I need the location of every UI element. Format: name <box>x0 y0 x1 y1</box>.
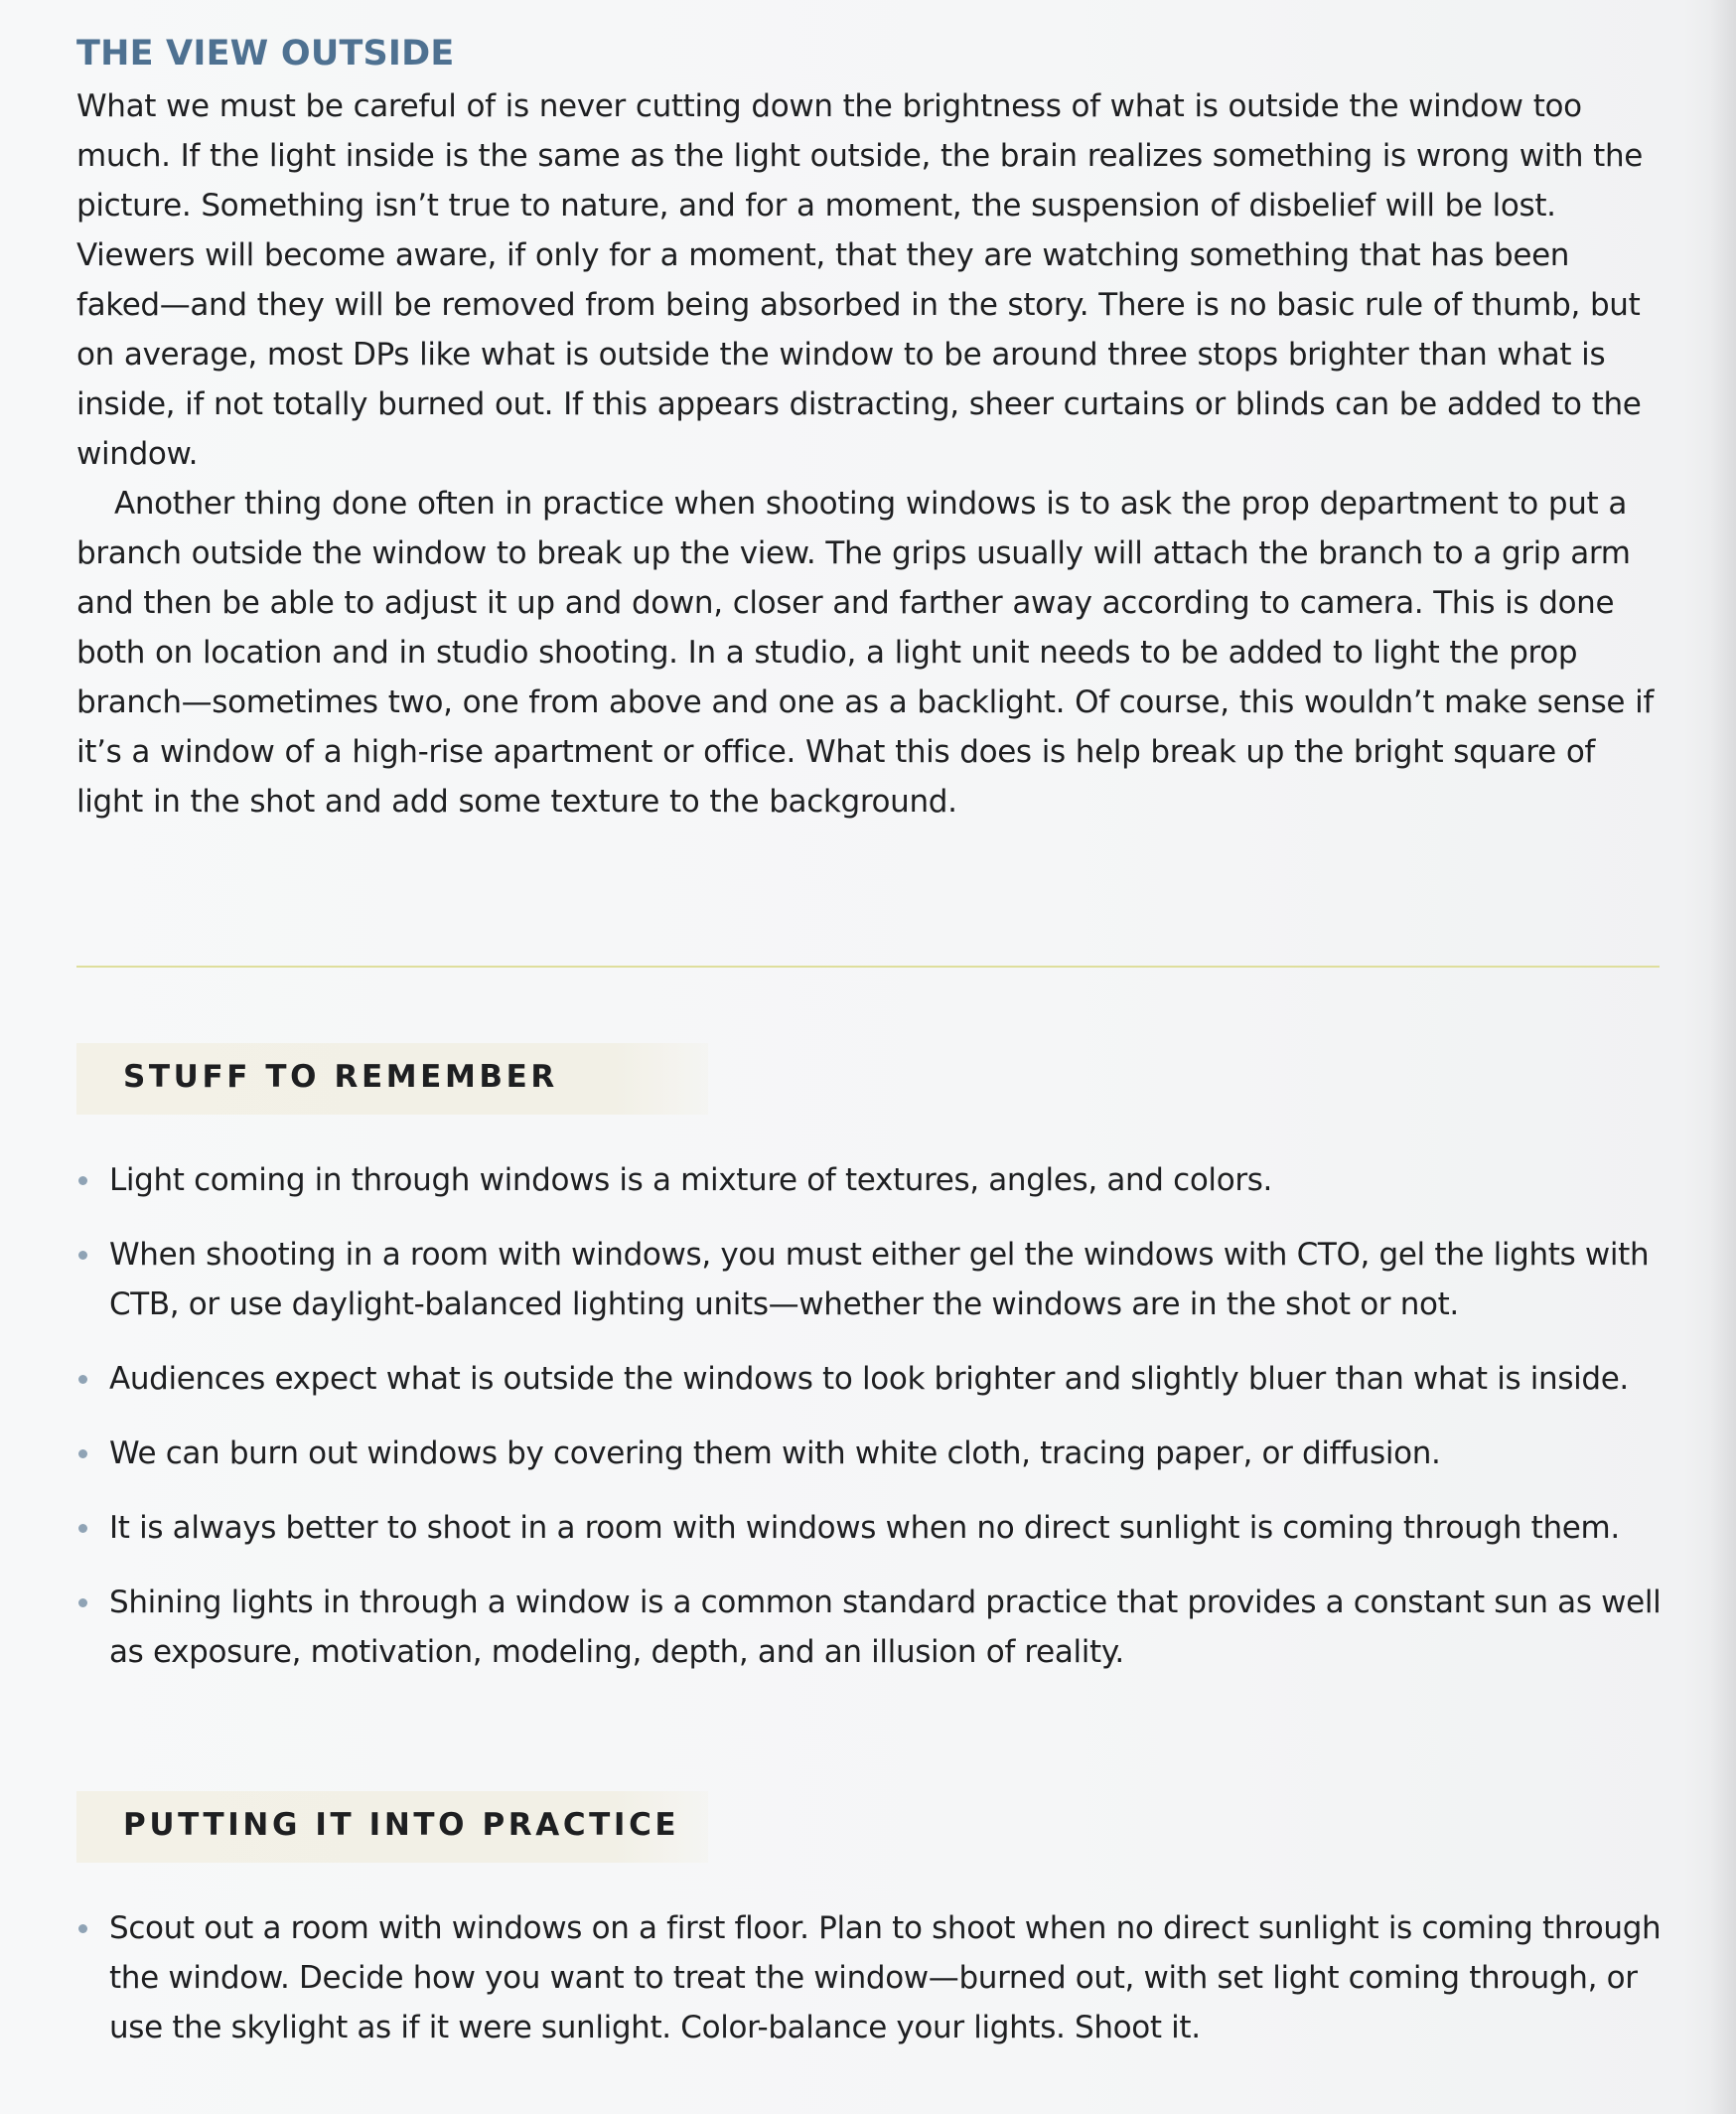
list-item <box>76 1155 1685 1205</box>
view-outside-section <box>76 26 1660 827</box>
stuff-to-remember-heading: STUFF TO REMEMBER <box>123 1059 558 1095</box>
paragraph-1: What we must be careful of is never cutting down the brightness of what is outside the window too much. If the light inside is the same as the light outside, the brain realizes something is wrong with the picture. Something isn’t true to nature, and for a moment, the suspension of disbelief will be lost. Viewers will become aware, if only for a moment, that they are watching something that has been faked—and they will be removed from being absorbed in the story. There is no basic rule of thumb, but on average, most DPs like what is outside the window to be around three stops brighter than what is inside, if not totally burned out. If this appears distracting, sheer curtains or blinds can be added to the window. <box>76 88 1643 472</box>
bullet-icon <box>78 1251 87 1260</box>
bullet-icon <box>78 1449 87 1458</box>
bullet-icon <box>78 1524 87 1533</box>
putting-into-practice-heading: PUTTING IT INTO PRACTICE <box>123 1807 680 1843</box>
bullet-icon <box>78 1598 87 1607</box>
list-item <box>76 1903 1685 2052</box>
list-item-text: It is always better to shoot in a room with windows when no direct sunlight is coming through them. <box>109 1510 1620 1546</box>
list-item-text: Scout out a room with windows on a first floor. Plan to shoot when no direct sunlight is coming through the window. Decide how you want to treat the window—burned out, with set light coming through, or use the skylight as if it were sunlight. Color-balance your lights. Shoot it. <box>109 1910 1662 2045</box>
putting-into-practice-list <box>76 1903 1685 2077</box>
list-item <box>76 1429 1685 1478</box>
bullet-icon <box>78 1924 87 1933</box>
stuff-to-remember-list <box>76 1155 1685 1702</box>
section-divider <box>76 966 1660 968</box>
list-item-text: When shooting in a room with windows, you must either gel the windows with CTO, gel the lights with CTB, or use daylight-balanced lighting units—whether the windows are in the shot or not. <box>109 1237 1650 1322</box>
stuff-to-remember-heading-box <box>76 1043 708 1115</box>
list-item <box>76 1354 1685 1404</box>
putting-into-practice-heading-box <box>76 1791 708 1863</box>
list-item-text: We can burn out windows by covering them with white cloth, tracing paper, or diffusion. <box>109 1435 1441 1471</box>
bullet-icon <box>78 1176 87 1185</box>
list-item-text: Shining lights in through a window is a common standard practice that provides a constant sun as well as exposure, motivation, modeling, depth, and an illusion of reality. <box>109 1585 1662 1670</box>
page-edge-shadow <box>1710 0 1736 2114</box>
section-title: THE VIEW OUTSIDE <box>76 34 455 74</box>
list-item <box>76 1503 1685 1553</box>
list-item-text: Audiences expect what is outside the windows to look brighter and slightly bluer than what is inside. <box>109 1361 1629 1397</box>
paragraph-2: Another thing done often in practice when shooting windows is to ask the prop department to put a branch outside the window to break up the view. The grips usually will attach the branch to a grip arm and then be able to adjust it up and down, closer and farther away according to camera. This is done both on location and in studio shooting. In a studio, a light unit needs to be added to light the prop branch—sometimes two, one from above and one as a backlight. Of course, this wouldn’t make sense if it’s a window of a high-rise apartment or office. What this does is help break up the bright square of light in the shot and add some texture to the background. <box>76 486 1654 820</box>
list-item <box>76 1230 1685 1329</box>
bullet-icon <box>78 1375 87 1384</box>
list-item-text: Light coming in through windows is a mixture of textures, angles, and colors. <box>109 1162 1273 1198</box>
list-item <box>76 1578 1685 1677</box>
